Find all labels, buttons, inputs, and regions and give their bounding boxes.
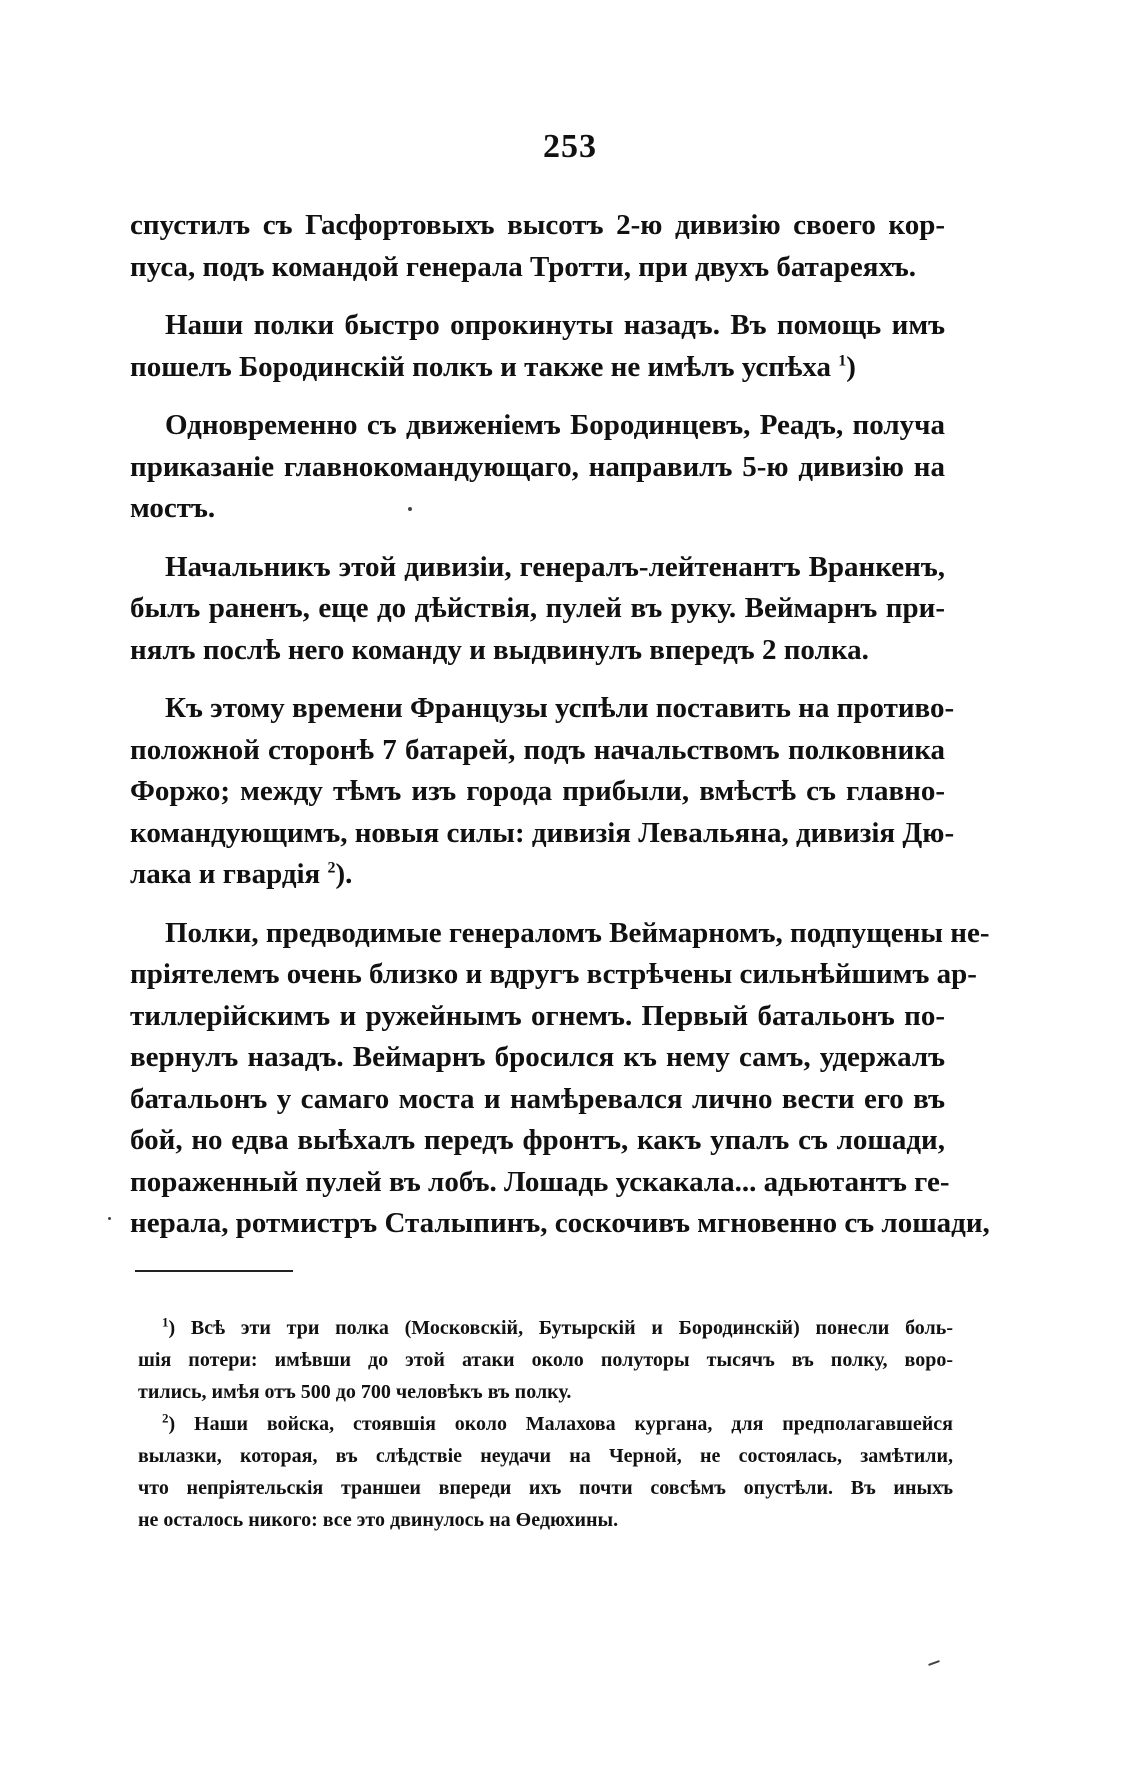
text-line: спустилъ съ Гасфортовыхъ высотъ 2-ю дивизію своего кор- <box>130 209 945 241</box>
main-text <box>130 205 990 1245</box>
paragraph-3 <box>130 405 945 530</box>
text-line: вернулъ назадъ. Веймарнъ бросился къ нему самъ, удержалъ <box>130 1041 945 1073</box>
footnote-reference-suffix: ). <box>335 858 353 890</box>
text-line: приказаніе главнокомандующаго, направилъ 5-ю дивизію на <box>130 450 945 483</box>
text-line: пораженный пулей въ лобъ. Лошадь ускакала... адьютантъ ге- <box>130 1165 950 1198</box>
text-line: тиллерійскимъ и ружейнымъ огнемъ. Первый батальонъ по- <box>130 999 945 1032</box>
scan-speck <box>928 1660 940 1666</box>
text-line: пуса, подъ командой генерала Тротти, при двухъ батареяхъ. <box>130 250 917 283</box>
paragraph-1 <box>130 205 945 288</box>
scan-speck <box>108 1217 111 1220</box>
footnote-line: не осталось никого: все это двинулось на Өедюхины. <box>138 1509 619 1531</box>
paragraph-6 <box>130 913 990 1245</box>
paragraph-5 <box>130 688 955 896</box>
text-line: Форжо; между тѣмъ изъ города прибыли, вмѣстѣ съ главно- <box>130 775 945 807</box>
text-line-content: лака и гвардія <box>130 858 321 890</box>
text-line: былъ раненъ, еще до дѣйствія, пулей въ руку. Веймарнъ при- <box>130 592 945 624</box>
text-line: батальонъ у самаго моста и намѣревался лично вести его въ <box>130 1082 945 1115</box>
page-number: 253 <box>543 128 597 165</box>
footnote-separator-rule <box>135 1270 293 1272</box>
footnote-line: что непріятельскія траншеи впереди ихъ почти совсѣмъ опустѣли. Въ иныхъ <box>138 1477 953 1499</box>
text-line: Полки, предводимые генераломъ Веймарномъ, подпущены не- <box>165 916 990 949</box>
text-line: Одновременно съ движеніемъ Бородинцевъ, Реадъ, получа <box>165 409 945 441</box>
text-line: нялъ послѣ него команду и выдвинулъ впередъ 2 полка. <box>130 633 869 666</box>
text-line: Къ этому времени Французы успѣли поставить на противо- <box>165 692 955 724</box>
paragraph-4 <box>130 547 945 672</box>
footnote-2 <box>138 1408 953 1536</box>
text-line-content: пошелъ Бородинскій полкъ и также не имѣлъ успѣха <box>130 350 831 383</box>
text-line: мостъ. <box>130 492 216 524</box>
footnote-reference-suffix: ) <box>846 350 856 383</box>
footnote-line: тились, имѣя отъ 500 до 700 человѣкъ въ полку. <box>138 1381 572 1403</box>
text-line: положной сторонѣ 7 батарей, подъ начальствомъ полковника <box>130 733 945 766</box>
footnote-line <box>138 1408 953 1440</box>
text-line <box>130 347 945 389</box>
footnote-line: вылазки, которая, въ слѣдствіе неудачи на Черной, не состоялась, замѣтили, <box>138 1445 953 1467</box>
scan-speck <box>408 507 412 511</box>
text-line: командующимъ, новыя силы: дивизія Левальяна, дивизія Дю- <box>130 816 955 849</box>
footnote-line-content: ) Всѣ эти три полка (Московскій, Бутырскій и Бородинскій) понесли боль- <box>168 1317 953 1339</box>
footnote-reference: 1 <box>838 351 847 369</box>
text-line: Наши полки быстро опрокинуты назадъ. Въ помощь имъ <box>165 309 945 341</box>
paragraph-2 <box>130 305 945 388</box>
text-line: нерала, ротмистръ Сталыпинъ, соскочивъ мгновенно съ лошади, <box>130 1207 990 1239</box>
text-line <box>130 854 945 896</box>
footnote-marker: 1 <box>162 1314 169 1330</box>
footnote-1 <box>138 1312 953 1408</box>
text-line: пріятелемъ очень близко и вдругъ встрѣчены сильнѣйшимъ ар- <box>130 958 977 990</box>
text-line: Начальникъ этой дивизіи, генералъ-лейтенантъ Вранкенъ, <box>165 550 945 583</box>
footnote-line <box>138 1312 953 1344</box>
footnote-marker: 2 <box>162 1410 169 1426</box>
footnote-reference: 2 <box>327 859 336 877</box>
footnote-line: шія потери: имѣвши до этой атаки около полуторы тысячъ въ полку, воро- <box>138 1349 953 1371</box>
footnotes <box>138 1312 953 1536</box>
footnote-line-content: ) Наши войска, стоявшія около Малахова кургана, для предполагавшейся <box>168 1413 953 1435</box>
text-line: бой, но едва выѣхалъ передъ фронтъ, какъ упалъ съ лошади, <box>130 1124 945 1156</box>
